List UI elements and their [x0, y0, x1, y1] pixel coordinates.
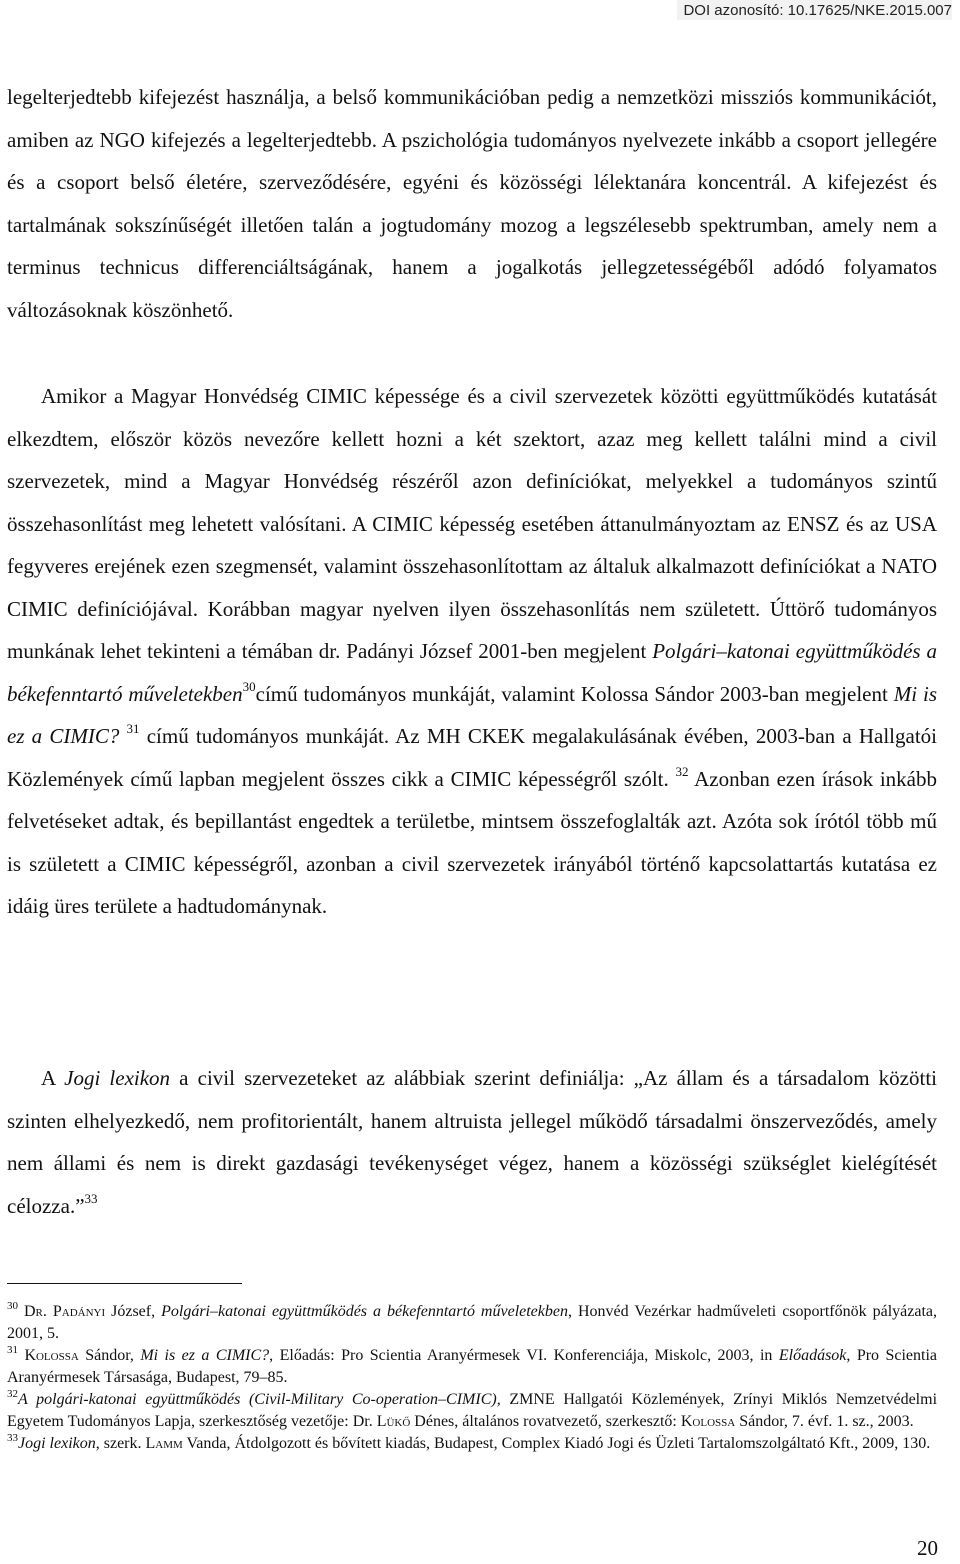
paragraph-1-text: legelterjedtebb kifejezést használja, a belső kommunikációban pedig a nemzetközi missziós kommunikációt, amiben az NGO kifejezés a legelterjedtebb. A pszichológia tudományos nyelvezete inkább a csoport jellegére és a csoport belső életére, szerveződésére, egyéni és közösségi lélektanára koncentrál. A kifejezést és tartalmának sokszínűségét illetően talán a jogtudomány mozog a legszélesebb spektrumban, amely nem a terminus technicus differenciáltságának, hanem a jogalkotás jellegzetességéből adódó folyamatos változásoknak köszönhető. [7, 85, 937, 322]
paragraph-2 [7, 375, 937, 928]
footnote-ref-30[interactable]: 30 [242, 678, 256, 694]
footnote-title: Jogi lexikon [18, 1435, 96, 1452]
footnote-text: József, [105, 1303, 162, 1320]
footnote-ref-32[interactable]: 32 [675, 763, 689, 779]
footnote-author: Kolossa [680, 1412, 736, 1430]
footnote-text: Sándor, 7. évf. 1. sz., 2003. [735, 1412, 914, 1430]
footnote-text: Dénes, általános rovatvezető, szerkesztő: [410, 1412, 681, 1430]
footnote-text: , Előadás: Pro Scientia Aranyérmesek VI. Konferenciája, Miskolc, 2003, in [269, 1347, 779, 1364]
doi-header: DOI azonosító: 10.17625/NKE.2015.007 [677, 0, 952, 20]
work-title-jogi-lexikon: Jogi lexikon [64, 1066, 171, 1090]
footnote-text: , Pro Scientia Aranyérmesek Társasága, Budapest, 79–85. [7, 1347, 938, 1386]
footnote-title: Előadások [778, 1347, 847, 1364]
footnote-ref-33[interactable]: 33 [84, 1190, 98, 1206]
footnote-number: 32 [7, 1387, 18, 1400]
footnote-text: Sándor, [78, 1347, 141, 1364]
paragraph-2-text-d: Azonban ezen írások inkább felvetéseket adtak, és bepillantást engedtek a területbe, mintsem összefoglalták azt. Azóta sok írótól több mű is született a CIMIC képességről, azonban a civil szervezetek irányából történő kapcsolattartás kutatása ez idáig üres területe a hadtudománynak. [7, 766, 938, 918]
footnote-32 [7, 1389, 937, 1432]
paragraph-2-text-b: című tudományos munkáját, valamint Kolossa Sándor 2003-ban megjelent [255, 681, 894, 706]
page-number: 20 [917, 1536, 938, 1560]
paragraph-3-text-a: A [41, 1066, 65, 1090]
footnote-ref-31[interactable]: 31 [126, 721, 140, 736]
paragraph-3-text-b: a civil szervezeteket az alábbiak szerint definiálja: „Az állam és a társadalom közötti szinten elhelyezkedő, nem profitorientált, hanem altruista jellegel működő társadalmi önszerveződés, amely nem állami és nem is direkt gazdasági tevékenységet végez, hanem a közösségi szükséglet kielégítését célozza.” [7, 1066, 937, 1218]
footnote-33 [7, 1433, 937, 1455]
paragraph-2-text-c: című tudományos munkáját. Az MH CKEK megalakulásának évében, 2003-ban a Hallgatói Közlemények című lapban megjelent összes cikk a CIMIC képességről szólt. [7, 724, 937, 791]
work-title-padanyi: Polgári–katonai együttműködés a békefenntartó műveletekben [7, 639, 937, 706]
footnote-text: , Honvéd Vezérkar hadműveleti csoportfőnök pályázata, 2001, 5. [7, 1303, 938, 1342]
footnote-author: Dr. Padányi [23, 1303, 106, 1320]
footnote-text: , szerk. [95, 1435, 146, 1452]
work-title-kolossa: Mi is ez a CIMIC? [7, 681, 937, 748]
footnote-divider [7, 1283, 242, 1284]
footnotes [7, 1301, 937, 1456]
footnote-title: A polgári-katonai együttműködés (Civil-Military Co-operation–CIMIC), [18, 1391, 501, 1408]
footnote-author: Kolossa [24, 1347, 79, 1364]
paragraph-1 [7, 76, 937, 331]
footnote-31 [7, 1345, 937, 1388]
footnote-30 [7, 1301, 937, 1344]
footnote-number: 33 [7, 1431, 18, 1444]
paragraph-2-text-a: Amikor a Magyar Honvédség CIMIC képessége és a civil szervezetek közötti együttműködés kutatását elkezdtem, először közös nevezőre kellett hozni a két szektort, azaz meg kellett találni mind a civil szervezetek, mind a Magyar Honvédség részéről azon definíciókat, melyekkel a tudományos szintű összehasonlítást meg lehetett valósítani. A CIMIC képesség esetében áttanulmányoztam az ENSZ és az USA fegyveres erejének ezen szegmensét, valamint összehasonlítottam az általuk alkalmazott definíciókat a NATO CIMIC definíciójával. Korábban magyar nyelven ilyen összehasonlítás nem született. Úttörő tudományos munkának lehet tekinteni a témában dr. Padányi József 2001-ben megjelent [7, 384, 937, 663]
footnote-text: Vanda, Átdolgozott és bővített kiadás, Budapest, Complex Kiadó Jogi és Üzleti Tartalomszolgáltató Kft., 2009, 130. [182, 1435, 931, 1452]
paragraph-3 [7, 1057, 937, 1227]
footnote-number: 30 [7, 1299, 18, 1312]
footnote-title: Mi is ez a CIMIC? [140, 1347, 270, 1364]
footnote-author: Lamm [145, 1435, 183, 1452]
footnote-title: Polgári–katonai együttműködés a békefenntartó műveletekben [161, 1303, 568, 1320]
footnote-text: ZMNE Hallgatói Közlemények, Zrínyi Miklós Nemzetvédelmi Egyetem Tudományos Lapja, szerkesztőség vezetője: Dr. [7, 1391, 938, 1430]
footnote-author: Lükő [376, 1412, 411, 1430]
footnote-number: 31 [7, 1343, 18, 1356]
